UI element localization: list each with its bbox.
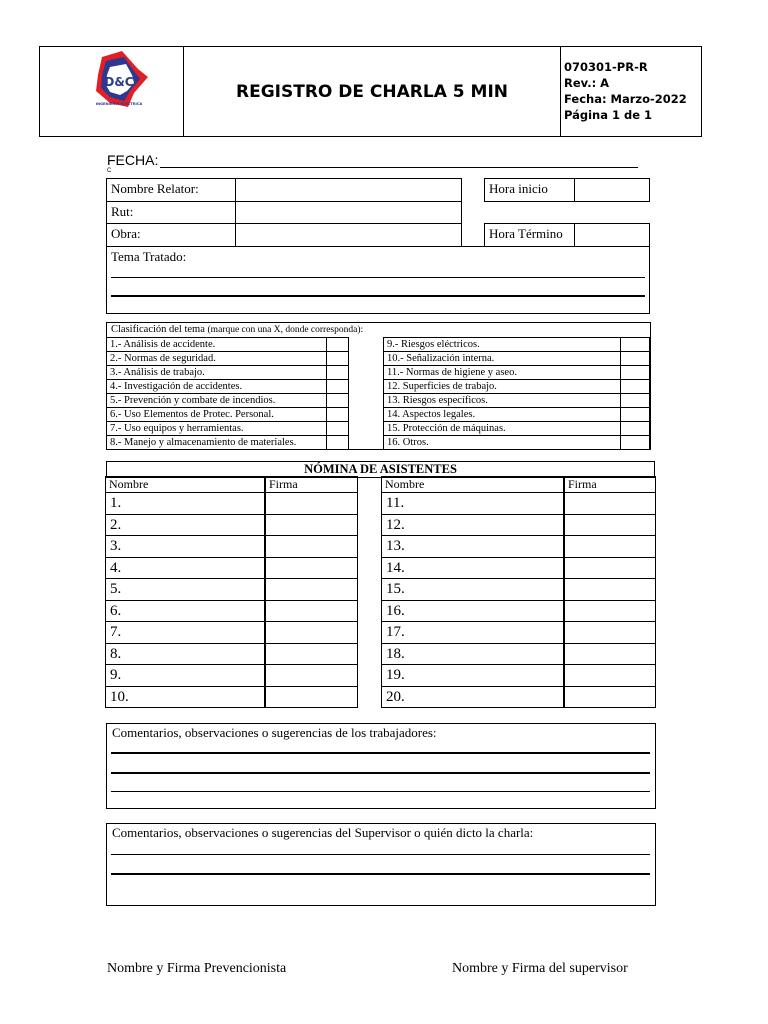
firma-prevencionista-label: Nombre y Firma Prevencionista (107, 961, 287, 976)
rut-field[interactable] (235, 201, 462, 224)
clasificacion-checkbox[interactable] (621, 337, 650, 351)
tema-tratado-label: Tema Tratado: (111, 249, 187, 264)
clasificacion-item: 15. Protección de máquinas. (384, 421, 621, 435)
fecha-mark: C (107, 168, 112, 174)
nomina-nombre-cell[interactable]: 3. (105, 535, 265, 558)
clasificacion-spacer (349, 337, 384, 351)
clasificacion-spacer (349, 435, 384, 449)
clasificacion-row (107, 393, 650, 407)
nomina-col-nombre: Nombre (105, 476, 265, 493)
document-revision: Rev.: A (564, 76, 610, 90)
nomina-firma-cell[interactable] (564, 557, 656, 580)
nomina-firma-cell[interactable] (265, 492, 358, 515)
clasificacion-checkbox[interactable] (621, 351, 650, 365)
clasificacion-checkbox[interactable] (327, 365, 349, 379)
comentarios-trabajadores-line-2 (111, 772, 650, 774)
fecha-line[interactable] (160, 167, 638, 168)
nombre-relator-field[interactable] (235, 178, 462, 202)
clasificacion-item: 16. Otros. (384, 435, 621, 449)
nomina-col-nombre: Nombre (381, 476, 564, 493)
nomina-nombre-cell[interactable]: 10. (105, 686, 265, 709)
rut-label: Rut: (106, 201, 236, 224)
nomina-section (106, 461, 655, 709)
nomina-table-left (106, 477, 358, 708)
nomina-firma-cell[interactable] (265, 664, 358, 687)
nomina-nombre-cell[interactable]: 17. (381, 621, 564, 644)
tema-tratado-box[interactable] (106, 246, 650, 314)
comentarios-supervisor-box[interactable] (106, 823, 656, 906)
clasificacion-row (107, 365, 650, 379)
clasificacion-checkbox[interactable] (621, 435, 650, 449)
nomina-firma-cell[interactable] (265, 600, 358, 623)
nomina-firma-cell[interactable] (564, 535, 656, 558)
nomina-nombre-cell[interactable]: 5. (105, 578, 265, 601)
document-info (560, 47, 701, 136)
hora-inicio-field[interactable] (574, 178, 650, 202)
nomina-firma-cell[interactable] (265, 643, 358, 666)
comentarios-supervisor-label: Comentarios, observaciones o sugerencias del Supervisor o quién dicto la charla: (112, 825, 534, 840)
nomina-firma-cell[interactable] (564, 600, 656, 623)
clasificacion-spacer (349, 393, 384, 407)
clasificacion-checkbox[interactable] (327, 351, 349, 365)
nomina-nombre-cell[interactable]: 13. (381, 535, 564, 558)
logo-subtitle: INGENIERÍA ELÉCTRICA (95, 102, 143, 106)
clasificacion-checkbox[interactable] (621, 393, 650, 407)
document-header (39, 46, 702, 137)
comentarios-trabajadores-box[interactable] (106, 723, 656, 809)
comentarios-trabajadores-line-1 (111, 752, 650, 754)
firma-supervisor-label: Nombre y Firma del supervisor (452, 961, 628, 976)
clasificacion-checkbox[interactable] (327, 379, 349, 393)
nomina-firma-cell[interactable] (564, 492, 656, 515)
nomina-nombre-cell[interactable]: 19. (381, 664, 564, 687)
obra-field[interactable] (235, 223, 462, 247)
nomina-firma-cell[interactable] (564, 686, 656, 709)
clasificacion-item: 6.- Uso Elementos de Protec. Personal. (107, 407, 327, 421)
clasificacion-header (111, 323, 363, 337)
clasificacion-checkbox[interactable] (327, 337, 349, 351)
clasificacion-title: Clasificación del tema (111, 324, 205, 335)
clasificacion-row (107, 337, 650, 351)
nomina-firma-cell[interactable] (265, 686, 358, 709)
tema-line-2 (111, 295, 645, 297)
nomina-nombre-cell[interactable]: 4. (105, 557, 265, 580)
comentarios-supervisor-line-1 (111, 854, 650, 855)
nomina-firma-cell[interactable] (564, 664, 656, 687)
clasificacion-item: 12. Superficies de trabajo. (384, 379, 621, 393)
nomina-nombre-cell[interactable]: 12. (381, 514, 564, 537)
nomina-nombre-cell[interactable]: 11. (381, 492, 564, 515)
clasificacion-item: 13. Riesgos específicos. (384, 393, 621, 407)
nomina-firma-cell[interactable] (265, 557, 358, 580)
nomina-firma-cell[interactable] (564, 643, 656, 666)
nomina-nombre-cell[interactable]: 6. (105, 600, 265, 623)
clasificacion-row (107, 421, 650, 435)
fecha-label: FECHA: (107, 152, 159, 168)
clasificacion-checkbox[interactable] (621, 365, 650, 379)
nomina-nombre-cell[interactable]: 18. (381, 643, 564, 666)
hora-termino-label: Hora Término (484, 223, 575, 247)
nomina-nombre-cell[interactable]: 15. (381, 578, 564, 601)
clasificacion-item: 11.- Normas de higiene y aseo. (384, 365, 621, 379)
clasificacion-checkbox[interactable] (327, 407, 349, 421)
nomina-firma-cell[interactable] (564, 621, 656, 644)
nomina-table-right (382, 477, 655, 708)
nomina-nombre-cell[interactable]: 1. (105, 492, 265, 515)
nomina-firma-cell[interactable] (265, 621, 358, 644)
document-code: 070301-PR-R (564, 60, 648, 74)
clasificacion-row (107, 407, 650, 421)
clasificacion-row (107, 351, 650, 365)
nomina-firma-cell[interactable] (265, 514, 358, 537)
clasificacion-spacer (349, 407, 384, 421)
clasificacion-item: 1.- Análisis de accidente. (107, 337, 327, 351)
clasificacion-item: 8.- Manejo y almacenamiento de materiales. (107, 435, 327, 449)
clasificacion-spacer (349, 351, 384, 365)
clasificacion-table (106, 322, 651, 450)
nomina-firma-cell[interactable] (564, 514, 656, 537)
hora-inicio-label: Hora inicio (484, 178, 575, 202)
obra-label: Obra: (106, 223, 236, 247)
clasificacion-item: 10.- Señalización interna. (384, 351, 621, 365)
nomina-col-firma: Firma (564, 476, 656, 493)
nomina-nombre-cell[interactable]: 7. (105, 621, 265, 644)
nomina-nombre-cell[interactable]: 2. (105, 514, 265, 537)
hora-termino-field[interactable] (574, 223, 650, 247)
nomina-nombre-cell[interactable]: 9. (105, 664, 265, 687)
nomina-firma-cell[interactable] (564, 578, 656, 601)
document-date: Fecha: Marzo-2022 (564, 92, 687, 106)
logo-mark (40, 47, 184, 136)
tema-line-1 (111, 277, 645, 278)
clasificacion-row (107, 435, 650, 449)
company-logo (40, 47, 184, 136)
clasificacion-checkbox[interactable] (327, 421, 349, 435)
nomina-firma-cell[interactable] (265, 535, 358, 558)
comentarios-supervisor-line-2 (111, 873, 650, 875)
clasificacion-item: 5.- Prevención y combate de incendios. (107, 393, 327, 407)
clasificacion-checkbox[interactable] (621, 407, 650, 421)
nomina-nombre-cell[interactable]: 16. (381, 600, 564, 623)
clasificacion-item: 14. Aspectos legales. (384, 407, 621, 421)
clasificacion-checkbox[interactable] (327, 393, 349, 407)
comentarios-trabajadores-line-3 (111, 791, 650, 792)
clasificacion-item: 3.- Análisis de trabajo. (107, 365, 327, 379)
clasificacion-checkbox[interactable] (621, 379, 650, 393)
clasificacion-row (107, 379, 650, 393)
clasificacion-item: 4.- Investigación de accidentes. (107, 379, 327, 393)
nomina-nombre-cell[interactable]: 20. (381, 686, 564, 709)
clasificacion-item: 2.- Normas de seguridad. (107, 351, 327, 365)
logo-text: D&C (104, 75, 134, 89)
clasificacion-item: 9.- Riesgos eléctricos. (384, 337, 621, 351)
comentarios-trabajadores-label: Comentarios, observaciones o sugerencias de los trabajadores: (112, 725, 437, 740)
clasificacion-spacer (349, 421, 384, 435)
nomina-nombre-cell[interactable]: 14. (381, 557, 564, 580)
nombre-relator-label: Nombre Relator: (106, 178, 236, 202)
clasificacion-item: 7.- Uso equipos y herramientas. (107, 421, 327, 435)
nomina-firma-cell[interactable] (265, 578, 358, 601)
clasificacion-checkbox[interactable] (621, 421, 650, 435)
document-title: REGISTRO DE CHARLA 5 MIN (236, 81, 508, 102)
nomina-col-firma: Firma (265, 476, 358, 493)
clasificacion-note: (marque con una X, donde corresponda): (207, 325, 364, 335)
clasificacion-checkbox[interactable] (327, 435, 349, 449)
clasificacion-spacer (349, 365, 384, 379)
nomina-title: NÓMINA DE ASISTENTES (106, 461, 655, 478)
document-page: Página 1 de 1 (564, 108, 653, 122)
clasificacion-spacer (349, 379, 384, 393)
nomina-nombre-cell[interactable]: 8. (105, 643, 265, 666)
